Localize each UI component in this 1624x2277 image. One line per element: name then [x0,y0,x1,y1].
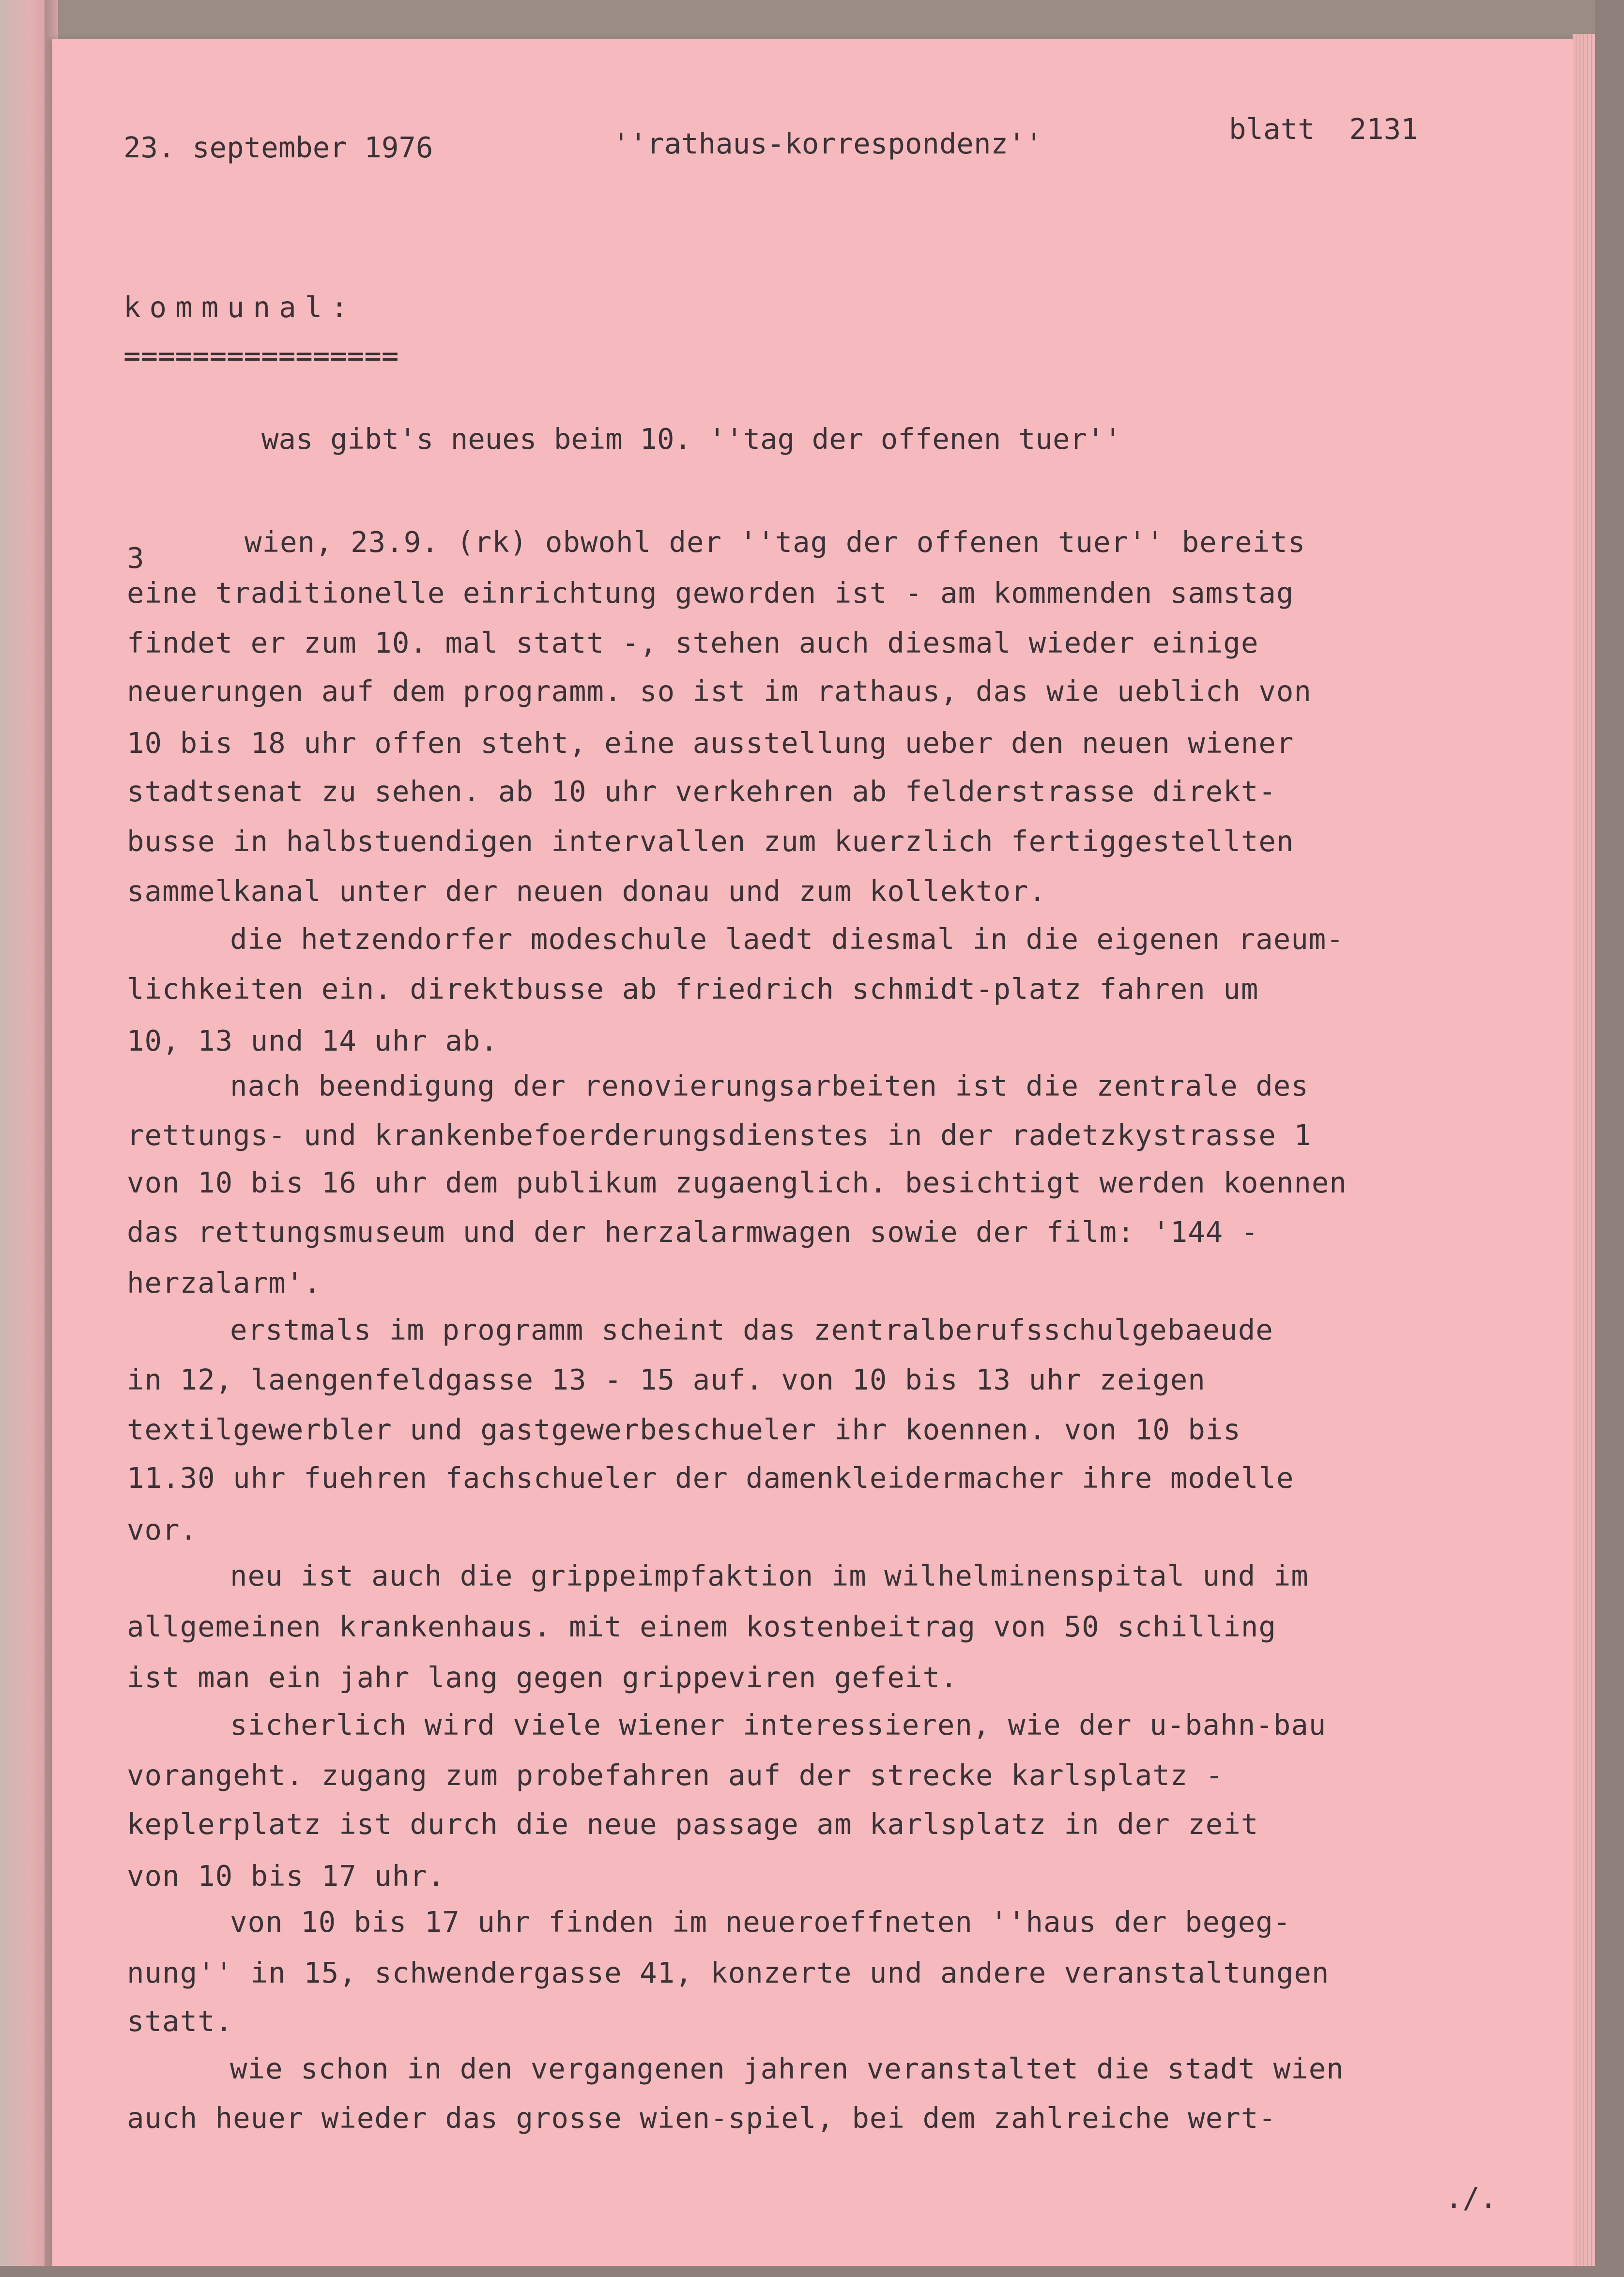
section-rubric: kommunal: [123,290,357,324]
continuation-mark: ./. [1445,2181,1497,2215]
body-line: keplerplatz ist durch die neue passage am karlsplatz in der zeit [127,1807,1259,1841]
body-line: 10, 13 und 14 uhr ab. [127,1024,498,1057]
body-line: sammelkanal unter der neuen donau und zum kollektor. [127,874,1047,908]
body-line: nung'' in 15, schwendergasse 41, konzerte und andere veranstaltungen [127,1956,1330,1989]
body-line: wien, 23.9. (rk) obwohl der ''tag der offenen tuer'' bereits [245,525,1306,559]
body-line: 11.30 uhr fuehren fachschueler der damenkleidermacher ihre modelle [127,1461,1294,1495]
body-line: ist man ein jahr lang gegen grippeviren gefeit. [127,1661,958,1694]
body-line: herzalarm'. [127,1266,322,1299]
header-page-number: blatt 2131 [1229,112,1418,146]
body-line: findet er zum 10. mal statt -, stehen auch diesmal wieder einige [127,626,1259,659]
body-line: busse in halbstuendigen intervallen zum kuerzlich fertiggestellten [127,825,1294,858]
body-line: neu ist auch die grippeimpfaktion im wilhelminenspital und im [230,1559,1309,1592]
body-line: allgemeinen krankenhaus. mit einem kostenbeitrag von 50 schilling [127,1610,1276,1643]
body-line: rettungs- und krankenbefoerderungsdienstes in der radetzkystrasse 1 [127,1118,1312,1152]
body-line: 10 bis 18 uhr offen steht, eine ausstellung ueber den neuen wiener [127,726,1294,760]
body-line: das rettungsmuseum und der herzalarmwagen sowie der film: '144 - [127,1215,1259,1249]
body-line: erstmals im programm scheint das zentralberufsschulgebaeude [230,1313,1273,1346]
body-line: textilgewerbler und gastgewerbeschueler ihr koennen. von 10 bis [127,1413,1241,1446]
body-line: lichkeiten ein. direktbusse ab friedrich schmidt-platz fahren um [127,972,1259,1006]
header-publication: ''rathaus-korrespondenz'' [613,127,1043,160]
body-line: in 12, laengenfeldgasse 13 - 15 auf. von 10 bis 13 uhr zeigen [127,1363,1206,1396]
body-line: nach beendigung der renovierungsarbeiten ist die zentrale des [230,1069,1309,1102]
body-line: vorangeht. zugang zum probefahren auf der strecke karlsplatz - [127,1758,1224,1792]
stacked-page-edges [1573,34,1595,2277]
background-bottom [0,2266,1624,2277]
rubric-underline: ================ [123,339,399,372]
document-page [52,39,1573,2277]
item-number: 3 [127,541,144,575]
body-line: neuerungen auf dem programm. so ist im rathaus, das wie ueblich von [127,674,1312,708]
header-date: 23. september 1976 [123,131,433,164]
article-headline: was gibt's neues beim 10. ''tag der offenen tuer'' [261,422,1122,456]
background-right [1595,0,1624,2277]
body-line: die hetzendorfer modeschule laedt diesmal in die eigenen raeum- [230,922,1344,956]
body-line: von 10 bis 17 uhr. [127,1859,445,1893]
body-line: vor. [127,1513,198,1546]
body-line: auch heuer wieder das grosse wien-spiel, bei dem zahlreiche wert- [127,2101,1276,2135]
body-line: sicherlich wird viele wiener interessieren, wie der u-bahn-bau [230,1708,1327,1742]
body-line: von 10 bis 16 uhr dem publikum zugaenglich. besichtigt werden koennen [127,1166,1347,1199]
body-line: statt. [127,2004,233,2038]
body-line: eine traditionelle einrichtung geworden ist - am kommenden samstag [127,576,1294,610]
body-line: wie schon in den vergangenen jahren veranstaltet die stadt wien [230,2052,1344,2085]
body-line: stadtsenat zu sehen. ab 10 uhr verkehren ab felderstrasse direkt- [127,775,1276,808]
body-line: von 10 bis 17 uhr finden im neueroeffneten ''haus der begeg- [230,1905,1291,1939]
